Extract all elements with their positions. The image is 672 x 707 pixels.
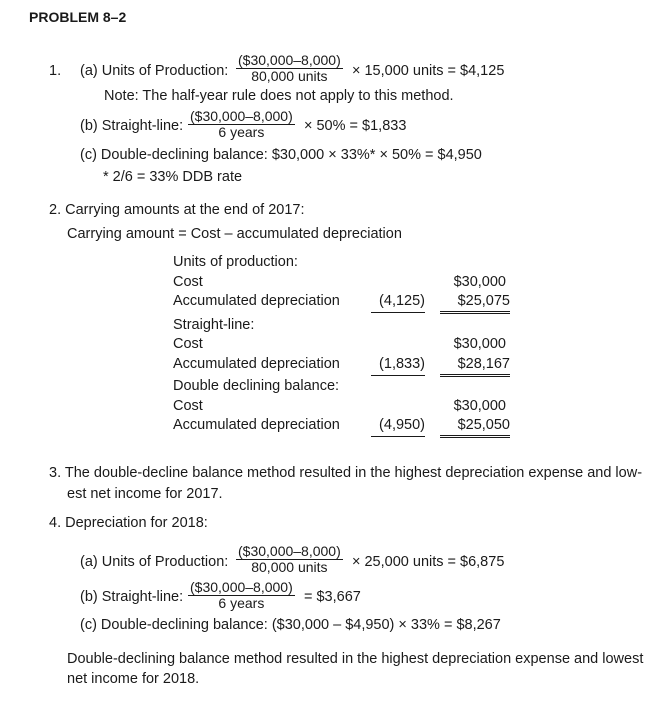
part-1a-label: (a) Units of Production: [80,63,229,79]
part-4b-label: (b) Straight-line: [80,589,184,605]
section-units-cost-label: Cost [173,274,203,290]
problem-title: PROBLEM 8–2 [29,9,127,25]
section-straight-cost-label: Cost [173,336,203,352]
part-1-note: Note: The half-year rule does not apply to this method. [104,88,454,104]
part-4b-numerator: ($30,000–8,000) [190,579,293,595]
section-units-name: Units of production: [173,254,298,270]
part-4a-denominator: 80,000 units [251,559,328,575]
section-ddb-acc-label: Accumulated depreciation [173,417,340,433]
part-1b-denominator: 6 years [218,124,265,140]
part-1a-numerator: ($30,000–8,000) [238,52,341,68]
part-2-heading: 2. Carrying amounts at the end of 2017: [49,202,305,218]
section-straight-acc-value: (1,833) [371,355,425,376]
section-straight-acc-label: Accumulated depreciation [173,356,340,372]
section-straight-name: Straight-line: [173,317,255,333]
part-1a-fraction [236,53,343,84]
part-1c-text: (c) Double-declining balance: $30,000 × 33%* × 50% = $4,950 [80,147,482,163]
part-1a-denominator: 80,000 units [251,68,328,84]
part-1a-result: × 15,000 units = $4,125 [352,63,505,79]
part-4a-numerator: ($30,000–8,000) [238,543,341,559]
section-straight-carrying: $28,167 [440,355,510,377]
section-units-acc-value: (4,125) [371,292,425,313]
part-4a-fraction [236,544,343,575]
part-4b-denominator: 6 years [218,595,265,611]
section-straight-cost-value: $30,000 [453,336,506,352]
part-1b-label: (b) Straight-line: [80,118,184,134]
section-units-cost-value: $30,000 [453,274,506,290]
part-1b-fraction [188,109,295,140]
part-1b-result: × 50% = $1,833 [304,118,407,134]
section-ddb-cost-label: Cost [173,398,203,414]
section-ddb-carrying: $25,050 [440,416,510,438]
part-3-line2: est net income for 2017. [67,486,223,502]
section-ddb-name: Double declining balance: [173,378,340,394]
part-1-number: 1. [49,63,62,79]
section-units-carrying: $25,075 [440,292,510,314]
part-1-footnote: * 2/6 = 33% DDB rate [103,169,243,185]
section-units-acc-label: Accumulated depreciation [173,293,340,309]
part-1b-numerator: ($30,000–8,000) [190,108,293,124]
conclusion-line1: Double-declining balance method resulted in the highest depreciation expense and lowest [67,651,644,667]
part-4a-result: × 25,000 units = $6,875 [352,554,505,570]
section-ddb-cost-value: $30,000 [453,398,506,414]
part-3-line1: 3. The double-decline balance method resulted in the highest depreciation expense and low- [49,465,643,481]
part-4a-label: (a) Units of Production: [80,554,229,570]
part-4-heading: 4. Depreciation for 2018: [49,515,208,531]
part-4b-fraction [188,580,295,611]
section-ddb-acc-value: (4,950) [371,416,425,437]
conclusion-line2: net income for 2018. [67,671,200,687]
part-2-formula: Carrying amount = Cost – accumulated depreciation [67,226,402,242]
part-4c-text: (c) Double-declining balance: ($30,000 – $4,950) × 33% = $8,267 [80,617,501,633]
part-4b-result: = $3,667 [304,589,361,605]
